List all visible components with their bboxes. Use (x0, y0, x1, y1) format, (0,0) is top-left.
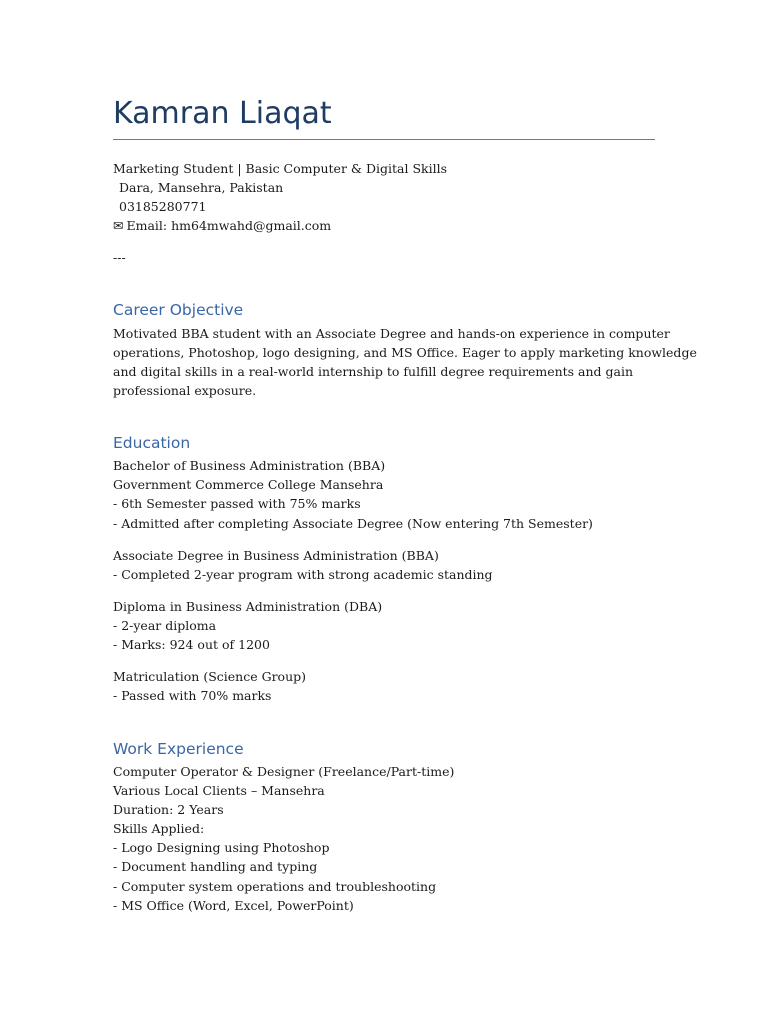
envelope-icon: ✉ (113, 218, 124, 233)
career-objective-heading: Career Objective (113, 301, 244, 319)
objective-line: Motivated BBA student with an Associate Degree and hands-on experience in computer (113, 326, 670, 341)
work-line: - Document handling and typing (113, 859, 318, 874)
separator: --- (113, 250, 126, 265)
education-line: Associate Degree in Business Administration (BBA) (113, 548, 439, 563)
tagline: Marketing Student | Basic Computer & Digital Skills (113, 161, 448, 176)
education-line: - Marks: 924 out of 1200 (113, 637, 270, 652)
education-line: Diploma in Business Administration (DBA) (113, 599, 383, 614)
education-line: Government Commerce College Mansehra (113, 477, 384, 492)
phone: 03185280771 (119, 199, 207, 214)
objective-line: professional exposure. (113, 383, 257, 398)
work-line: - Logo Designing using Photoshop (113, 840, 330, 855)
education-line: - 6th Semester passed with 75% marks (113, 496, 361, 511)
work-line: Various Local Clients – Mansehra (113, 783, 325, 798)
work-line: Duration: 2 Years (113, 802, 224, 817)
email-line (113, 216, 331, 235)
education-line: - 2-year diploma (113, 618, 217, 633)
work-line: - MS Office (Word, Excel, PowerPoint) (113, 898, 354, 913)
work-experience-heading: Work Experience (113, 740, 244, 758)
work-line: - Computer system operations and troubleshooting (113, 879, 437, 894)
education-line: Matriculation (Science Group) (113, 669, 306, 684)
education-line: - Completed 2-year program with strong academic standing (113, 567, 493, 582)
title-underline (113, 139, 655, 140)
education-heading: Education (113, 434, 191, 452)
objective-line: operations, Photoshop, logo designing, and MS Office. Eager to apply marketing knowledge (113, 345, 697, 360)
education-line: - Passed with 70% marks (113, 688, 272, 703)
education-line: - Admitted after completing Associate Degree (Now entering 7th Semester) (113, 516, 593, 531)
education-line: Bachelor of Business Administration (BBA) (113, 458, 386, 473)
email-text: Email: hm64mwahd@gmail.com (126, 218, 332, 233)
candidate-name: Kamran Liaqat (113, 96, 332, 131)
location: Dara, Mansehra, Pakistan (119, 180, 284, 195)
work-line: Skills Applied: (113, 821, 205, 836)
work-line: Computer Operator & Designer (Freelance/Part-time) (113, 764, 455, 779)
objective-line: and digital skills in a real-world internship to fulfill degree requirements and gain (113, 364, 634, 379)
